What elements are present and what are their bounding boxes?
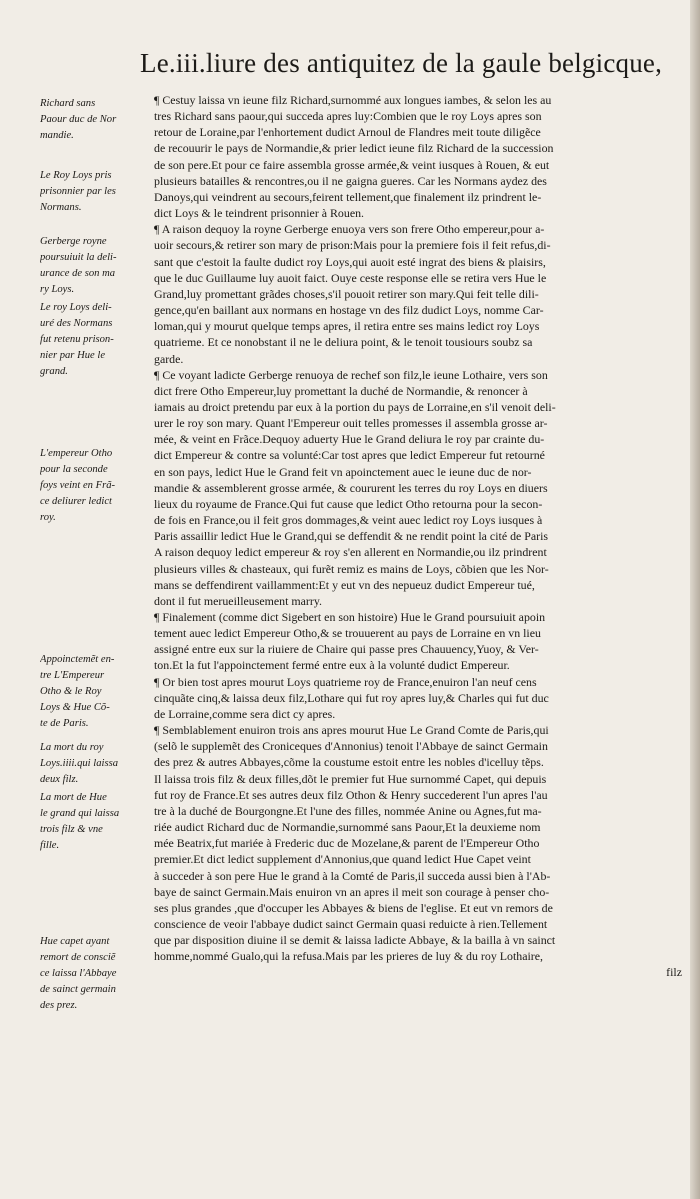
margin-note-line: fut retenu prison-: [40, 334, 114, 346]
text-line: à succeder à son pere Hue le grand à la Comté de Paris,il succeda aussi bien à l'Ab-: [154, 868, 551, 883]
text-line: ¶ Ce voyant ladicte Gerberge renuoya de rechef son filz,le ieune Lothaire, vers son: [154, 367, 548, 382]
margin-note-line: tre L'Empereur: [40, 670, 105, 682]
text-line: baye de sainct Germain.Mais enuiron vn an apres il meit son courage à penser cho-: [154, 884, 550, 899]
text-line: quatrieme. Et ce nonobstant il ne le deliura point, & le tenoit tousiours soubz sa: [154, 335, 533, 350]
margin-note-line: te de Paris.: [40, 718, 89, 730]
text-line: que le duc Guillaume luy auoit faict. Ouye ceste response elle se retira vers Hue le: [154, 270, 547, 285]
text-line: tres Richard sans paour,qui succeda apres luy:Combien que le roy Loys apres son: [154, 109, 542, 124]
text-line: assigné entre eux sur la riuiere de Chaire qui passe pres Chauuency,Yuoy, & Ver-: [154, 642, 539, 657]
text-line: ¶ Or bien tost apres mourut Loys quatrieme roy de France,enuiron l'an neuf cens: [154, 674, 537, 689]
text-line: plusieurs batailles & rencontres,ou il ne gaigna gueres. Car les Normans aydez des: [154, 173, 547, 188]
margin-note: [40, 790, 162, 854]
margin-note-line: ce deliurer ledict: [40, 496, 112, 508]
margin-note-line: remort de consciẽ: [40, 952, 116, 964]
text-line: ¶ Finalement (comme dict Sigebert en son histoire) Hue le Grand poursuiuit apoin: [154, 610, 546, 624]
margin-note-line: Appoinctemẽt en-: [40, 654, 115, 665]
margin-note-line: Loys.iiii.qui laissa: [40, 758, 118, 770]
text-line: uoir secours,& retirer son mary de prison:Mais pour la premiere fois il feit refus,di-: [154, 238, 551, 253]
margin-note-line: fille.: [40, 840, 60, 852]
text-line: gence,qu'en baillant aux normans en hostage vn des filz dudict Loys, nomme Car-: [154, 303, 544, 318]
margin-note-line: Le Roy Loys pris: [40, 170, 112, 181]
text-line: loman,qui y mourut quelque temps apres, il retira entre ses mains ledict roy Loys: [154, 319, 540, 334]
text-line: Paris assaillir ledict Hue le Grand,qui se deffendit & ne rendit point la cité de Paris: [154, 529, 549, 544]
text-line: des prez & autres Abbayes,cõme la coustume estoit entre les nobles d'icelluy tẽps.: [154, 755, 544, 770]
margin-note-line: Gerberge royne: [40, 236, 107, 247]
text-line: premier.Et dict ledict supplement d'Annonius,que quand ledict Hue Capet veint: [154, 852, 531, 867]
margin-note-line: mandie.: [40, 130, 74, 142]
text-line: A raison dequoy ledict empereur & roy s'en allerent en Normandie,ou ilz prindrent: [154, 545, 547, 560]
margin-note: [40, 168, 162, 216]
text-line: sant que c'estoit la faulte dudict roy Loys,qui auoit esté ingrat des biens & plaisirs,: [154, 254, 546, 269]
text-line: dont il fut merueilleusement marry.: [154, 593, 322, 608]
paragraph: [154, 609, 682, 674]
text-line: homme,nommé Gualo,qui la refusa.Mais par les prieres de luy & du roy Lothaire,: [154, 949, 543, 964]
text-line: de recouurir le pays de Normandie,& prier ledict ieune filz Richard de la succession: [154, 141, 554, 156]
text-line: Grand,luy promettant grãdes choses,s'il pouoit retirer son mary.Qui feit telle dili-: [154, 286, 539, 301]
margin-note-line: pour la seconde: [40, 464, 108, 476]
catchword: filz: [666, 965, 682, 980]
paragraph: [154, 674, 682, 722]
text-line: mée Beatrix,fut mariée à Frederic duc de Mozelane,& parent de l'Empereur Otho: [154, 836, 540, 851]
margin-note-line: ce laissa l'Abbaye: [40, 968, 117, 980]
text-line: (selõ le supplemẽt des Croniceques d'Annonius) tenoit l'Abbaye de sainct Germain: [154, 739, 548, 754]
margin-note-line: uré des Normans: [40, 318, 113, 330]
margin-note-line: Paour duc de Nor: [40, 114, 117, 126]
margin-note-line: La mort du roy: [40, 742, 104, 753]
margin-note-line: des prez.: [40, 1000, 78, 1012]
text-line: de fois en France,ou il feit gros dommages,& veint auec ledict roy Loys iusques à: [154, 513, 543, 528]
margin-note-line: Hue capet ayant: [40, 936, 110, 947]
text-line: retour de Loraine,par l'enhortement dudict Arnoul de Flandres meit toute diligẽce: [154, 125, 541, 140]
margin-note: [40, 234, 162, 298]
text-line: Il laissa trois filz & deux filles,dõt le premier fut Hue surnommé Capet, qui depuis: [154, 771, 547, 786]
margin-note-line: nier par Hue le: [40, 350, 106, 362]
text-line: garde.: [154, 351, 184, 366]
text-line: mandie & assemblerent grosse armée, & coururent les terres du roy Loys en diuers: [154, 480, 548, 495]
margin-note-line: trois filz & vne: [40, 824, 103, 836]
margin-note-line: urance de son ma: [40, 268, 116, 280]
text-line: en son pays, ledict Hue le Grand feit vn apoinctement auec le ieune duc de nor-: [154, 464, 532, 479]
text-line: que par disposition diuine il se demit & laissa ladicte Abbaye, & la bailla à vn sainct: [154, 933, 556, 948]
margin-note-line: roy.: [40, 512, 56, 524]
margin-note-line: Normans.: [40, 202, 82, 214]
margin-note-line: Otho & le Roy: [40, 686, 102, 698]
margin-note-line: La mort de Hue: [40, 792, 107, 803]
text-line: cinquãte cinq,& laissa deux filz,Lothare qui fut roy apres luy,& Charles qui fut duc: [154, 690, 549, 705]
margin-note-line: Richard sans: [40, 98, 96, 109]
margin-note: [40, 934, 162, 1014]
margin-note-line: poursuiuit la deli-: [40, 252, 117, 264]
text-line: mée, & veint en Frãce.Dequoy aduerty Hue le Grand deliura le roy par crainte du-: [154, 432, 545, 447]
margin-note-line: le grand qui laissa: [40, 808, 120, 820]
text-line: dict frere Otho Empereur,luy promettant la duché de Normandie, & renoncer à: [154, 383, 528, 398]
text-line: ton.Et la fut l'appoinctement fermé entre eux à la volunté dudict Empereur.: [154, 658, 510, 673]
page-edge: [690, 0, 700, 1199]
text-line: lieux du royaume de France.Qui fut cause que ledict Otho retourna pour la secon-: [154, 496, 543, 511]
margin-note-line: grand.: [40, 366, 68, 378]
text-line: dict Loys & le teindrent prisonnier à Rouen.: [154, 206, 365, 221]
main-text-column: [154, 92, 682, 981]
margin-note: [40, 446, 162, 526]
paragraph: [154, 92, 682, 221]
paragraph: [154, 722, 682, 981]
text-line: ¶ Semblablement enuiron trois ans apres mourut Hue Le Grand Comte de Paris,qui: [154, 723, 549, 738]
text-line: riée audict Richard duc de Normandie,surnommé sans Paour,Et la deuxieme nom: [154, 820, 541, 835]
text-line: de Lorraine,comme sera dict cy apres.: [154, 706, 336, 721]
text-line: ¶ Cestuy laissa vn ieune filz Richard,surnommé aux longues iambes, & selon les au: [154, 93, 552, 107]
margin-note: [40, 740, 162, 788]
text-line: conscience de veoir l'abbaye dudict sainct Germain quasi reduicte à rien.Tellement: [154, 916, 548, 931]
text-line: de son pere.Et pour ce faire assembla grosse armée,& veint iusques à Rouen, & eut: [154, 157, 550, 172]
running-header: Le.iii.liure des antiquitez de la gaule belgicque,: [140, 48, 663, 78]
text-line: dict Empereur & contre sa volunté:Car tost apres que ledict Empereur fut retourné: [154, 448, 545, 463]
paragraph: [154, 367, 682, 609]
margin-note-line: deux filz.: [40, 774, 79, 786]
text-line: ses plus grandes ,que d'occuper les Abbayes & biens de l'eglise. Et eut vn remors de: [154, 900, 553, 915]
text-line: iamais au droict pretendu par eux à la portion du pays de Lorraine,en s'il venoit deli-: [154, 399, 556, 414]
text-line: tement auec ledict Empereur Otho,& se trouuerent au pays de Lorraine en vn lieu: [154, 626, 541, 641]
text-line: urer le roy son mary. Quant l'Empereur ouit telles promesses il assembla grosse ar-: [154, 416, 548, 431]
margin-note-line: L'empereur Otho: [40, 448, 113, 459]
text-line: plusieurs villes & chasteaux, qui furẽt remiz es mains de Loys, cõbien que les Nor-: [154, 561, 549, 576]
margin-note-line: Le roy Loys deli-: [40, 302, 112, 313]
text-line: ¶ A raison dequoy la royne Gerberge enuoya vers son frere Otho empereur,pour a-: [154, 222, 545, 237]
text-line: tre à la duché de Bourgongne.Et l'une des filles, nommée Anine ou Agnes,fut ma-: [154, 803, 542, 818]
margin-note-line: ry Loys.: [40, 284, 75, 296]
text-line: Danoys,qui veindrent au secours,feirent tellement,que finalement ilz prindrent le-: [154, 189, 542, 204]
text-line: mans se deffendirent vaillamment:Et y eut vn des nepueuz dudict Empereur tué,: [154, 577, 535, 592]
margin-note-line: Loys & Hue Cõ-: [40, 702, 110, 714]
text-line: fut roy de France.Et ses autres deux filz Othon & Henry succederent l'un apres l'au: [154, 787, 548, 802]
margin-note-line: prisonnier par les: [40, 186, 116, 198]
margin-note: [40, 96, 162, 144]
margin-note-line: foys veint en Frã-: [40, 480, 116, 492]
paragraph: [154, 221, 682, 366]
margin-note: [40, 652, 162, 732]
margin-note: [40, 300, 162, 380]
margin-note-line: de sainct germain: [40, 984, 116, 996]
